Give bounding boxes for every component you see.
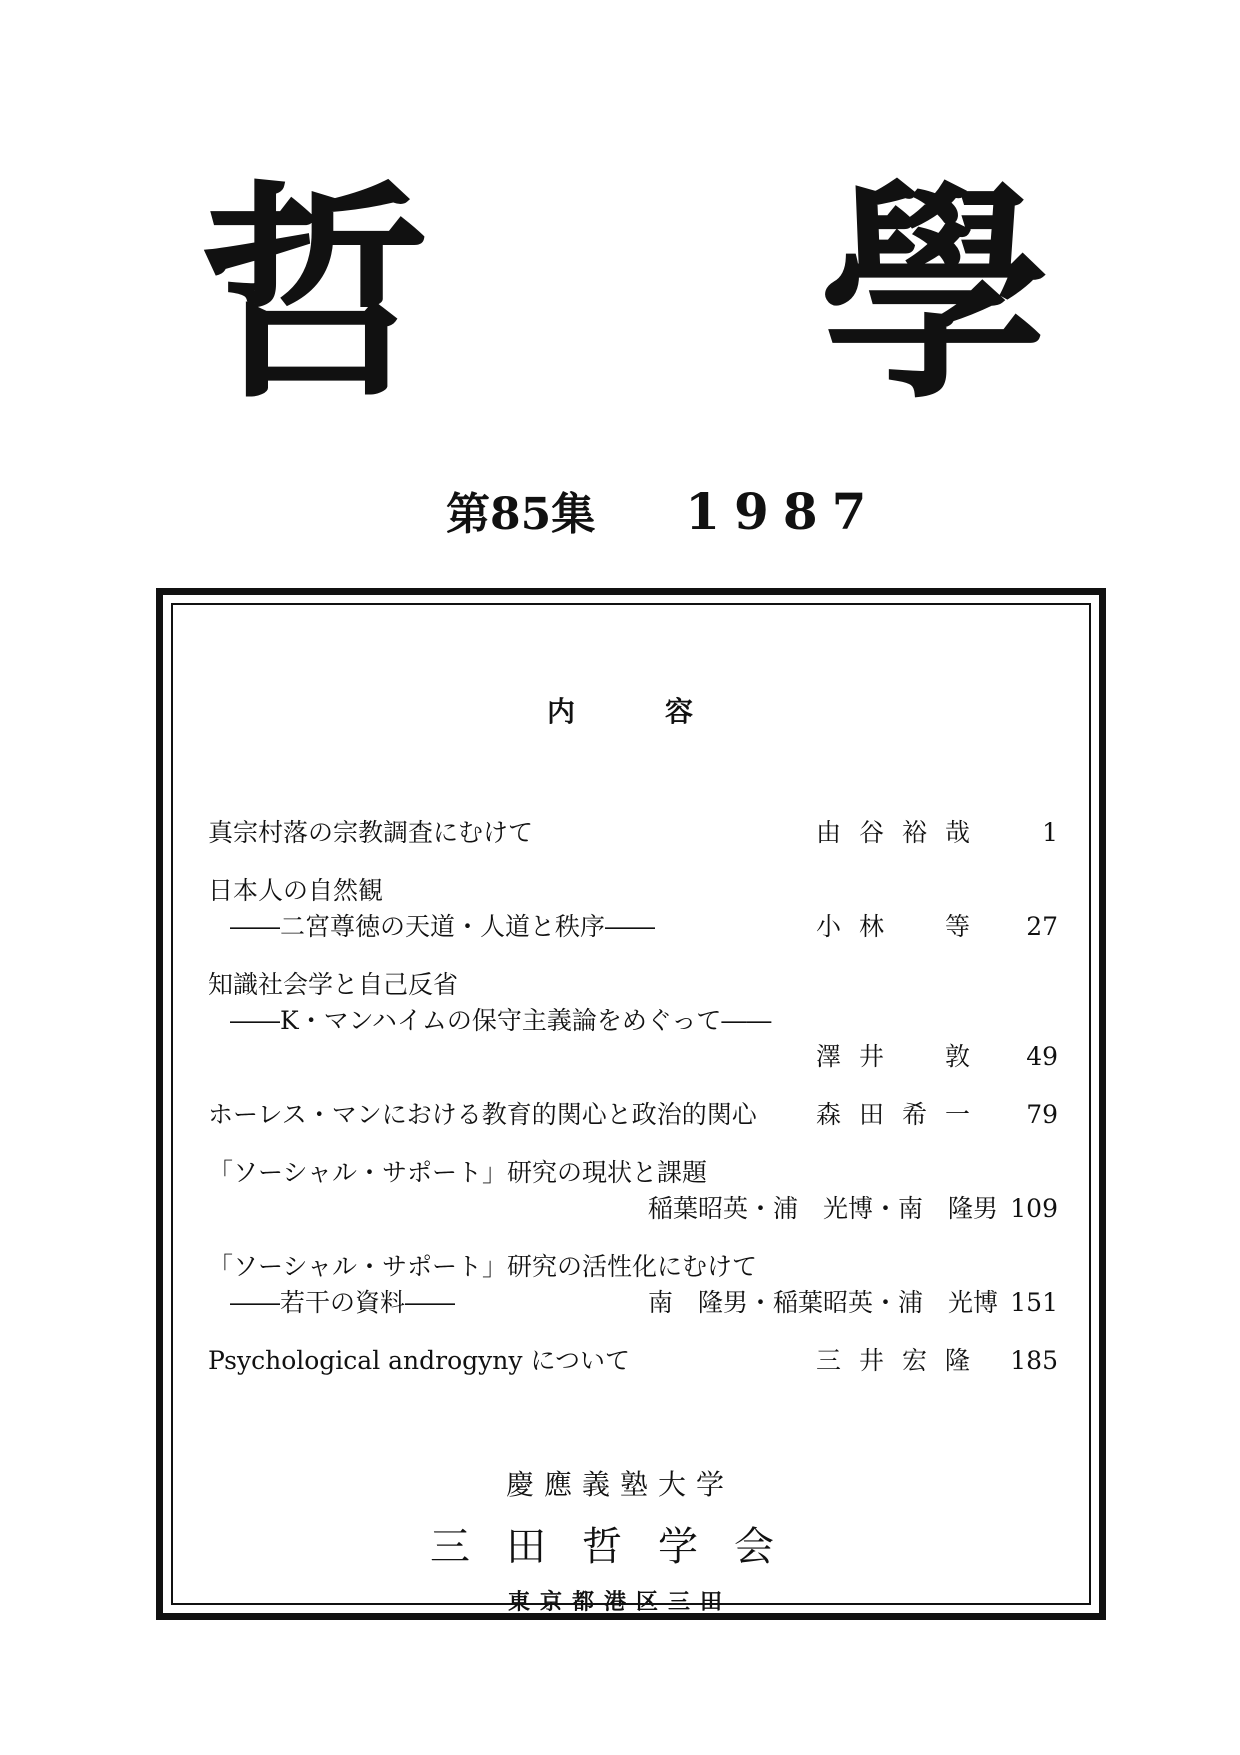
toc-title: ホーレス・マンにおける教育的関心と政治的関心 bbox=[208, 1100, 757, 1129]
publisher-society: 三田哲学会 bbox=[430, 1524, 810, 1570]
publisher-university: 慶應義塾大学 bbox=[505, 1468, 734, 1501]
publisher-address: 東京都港区三田 bbox=[507, 1589, 732, 1615]
toc-page: 109 bbox=[1010, 1194, 1058, 1223]
contents-heading: 内容 bbox=[546, 695, 783, 728]
toc-subtitle: ――若干の資料―― bbox=[230, 1288, 456, 1317]
title-char-1: 哲 bbox=[200, 160, 431, 430]
toc-page: 151 bbox=[1010, 1288, 1058, 1317]
issue-line bbox=[446, 478, 880, 542]
toc-author: 三井宏隆 bbox=[816, 1346, 989, 1375]
toc-author: 小林 等 bbox=[816, 912, 989, 941]
toc-title: 真宗村落の宗教調査にむけて bbox=[208, 818, 534, 847]
issue-number: 第85集 bbox=[446, 489, 596, 540]
toc-author: 南 隆男・稲葉昭英・浦 光博 bbox=[647, 1288, 998, 1317]
toc-author: 森田希一 bbox=[816, 1100, 989, 1129]
table-of-contents bbox=[208, 815, 1058, 1401]
issue-year: 1987 bbox=[685, 482, 881, 541]
toc-title: 「ソーシャル・サポート」研究の活性化にむけて bbox=[208, 1252, 758, 1281]
toc-title: 日本人の自然観 bbox=[208, 876, 384, 905]
toc-subtitle: ――二宮尊徳の天道・人道と秩序―― bbox=[230, 912, 656, 941]
title-char-2: 學 bbox=[820, 160, 1051, 430]
toc-title: Psychological androgyny について bbox=[208, 1346, 630, 1375]
toc-entry bbox=[208, 1155, 1058, 1227]
toc-subtitle: ――K・マンハイムの保守主義論をめぐって―― bbox=[230, 1006, 772, 1035]
toc-page: 1 bbox=[1042, 818, 1058, 847]
toc-title: 知識社会学と自己反省 bbox=[208, 970, 459, 999]
toc-title: 「ソーシャル・サポート」研究の現状と課題 bbox=[208, 1158, 708, 1187]
toc-author: 澤井 敦 bbox=[816, 1042, 989, 1071]
toc-page: 79 bbox=[1026, 1100, 1058, 1129]
toc-page: 185 bbox=[1010, 1346, 1058, 1375]
toc-entry bbox=[208, 1249, 1058, 1321]
toc-entry bbox=[208, 1097, 1058, 1133]
toc-entry bbox=[208, 815, 1058, 851]
toc-entry bbox=[208, 967, 1058, 1075]
toc-page: 49 bbox=[1026, 1042, 1058, 1071]
toc-author: 由谷裕哉 bbox=[816, 818, 989, 847]
toc-author: 稲葉昭英・浦 光博・南 隆男 bbox=[647, 1194, 998, 1223]
toc-page: 27 bbox=[1026, 912, 1058, 941]
toc-entry bbox=[208, 873, 1058, 945]
toc-entry bbox=[208, 1343, 1058, 1379]
